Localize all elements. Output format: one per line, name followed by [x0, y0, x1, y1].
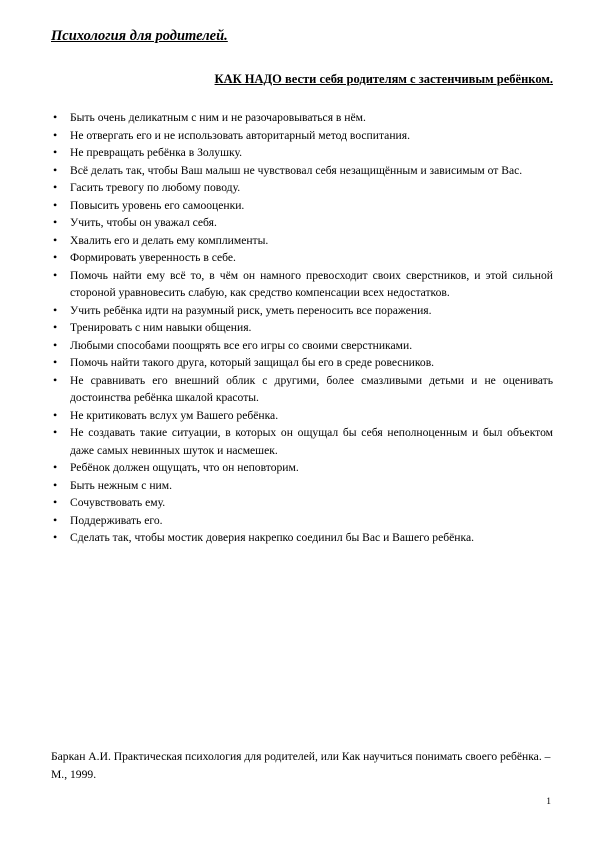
- list-item: • Ребёнок должен ощущать, что он неповторим.: [51, 459, 553, 477]
- list-item: • Повысить уровень его самооценки.: [51, 197, 553, 215]
- page-number: 1: [546, 797, 551, 807]
- page-header: Психология для родителей.: [51, 28, 228, 44]
- list-item: • Любыми способами поощрять все его игры со своими сверстниками.: [51, 337, 553, 355]
- list-item: • Не сравнивать его внешний облик с другими, более смазливыми детьми и не оценивать достоинства ребёнка шкалой красоты.: [51, 372, 553, 407]
- list-item: • Гасить тревогу по любому поводу.: [51, 179, 553, 197]
- list-item: • Не отвергать его и не использовать авторитарный метод воспитания.: [51, 127, 553, 145]
- bibliographic-reference: Баркан А.И. Практическая психология для родителей, или Как научиться понимать своего ребёнка. – М., 1999.: [51, 750, 551, 781]
- list-item: • Формировать уверенность в себе.: [51, 249, 553, 267]
- list-item: • Помочь найти ему всё то, в чём он намного превосходит своих сверстников, и этой сильной стороной уравновесить слабую, как средство компенсации всех недостатков.: [51, 267, 553, 302]
- list-item: • Быть очень деликатным с ним и не разочаровываться в нём.: [51, 109, 553, 127]
- list-item: • Быть нежным с ним.: [51, 477, 553, 495]
- list-item: • Учить, чтобы он уважал себя.: [51, 214, 553, 232]
- list-item: • Не критиковать вслух ум Вашего ребёнка.: [51, 407, 553, 425]
- list-item: • Всё делать так, чтобы Ваш малыш не чувствовал себя незащищённым и зависимым от Вас.: [51, 162, 553, 180]
- list-item: • Поддерживать его.: [51, 512, 553, 530]
- list-item: • Хвалить его и делать ему комплименты.: [51, 232, 553, 250]
- list-item: • Сочувствовать ему.: [51, 494, 553, 512]
- list-item: • Помочь найти такого друга, который защищал бы его в среде ровесников.: [51, 354, 553, 372]
- list-item: • Не создавать такие ситуации, в которых он ощущал бы себя неполноценным и был объектом даже самых невинных шуток и насмешек.: [51, 424, 553, 459]
- list-item: • Тренировать с ним навыки общения.: [51, 319, 553, 337]
- list-item: • Сделать так, чтобы мостик доверия накрепко соединил бы Вас и Вашего ребёнка.: [51, 529, 553, 547]
- advice-list: [51, 109, 553, 547]
- list-item: • Учить ребёнка идти на разумный риск, уметь переносить все поражения.: [51, 302, 553, 320]
- list-item: • Не превращать ребёнка в Золушку.: [51, 144, 553, 162]
- document-title: КАК НАДО вести себя родителям с застенчивым ребёнком.: [214, 72, 553, 86]
